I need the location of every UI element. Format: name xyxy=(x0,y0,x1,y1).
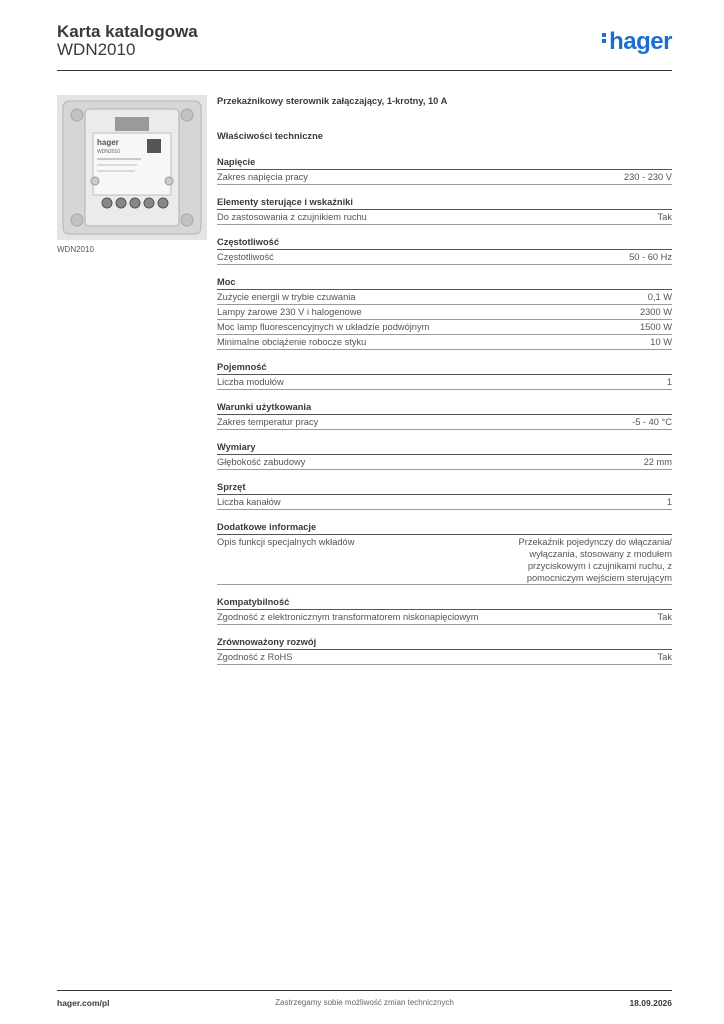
spec-section xyxy=(217,440,672,470)
section-title: Warunki użytkowania xyxy=(217,400,672,415)
spec-label: Częstotliwość xyxy=(217,252,274,262)
spec-label: Do zastosowania z czujnikiem ruchu xyxy=(217,212,367,222)
spec-value: 230 - 230 V xyxy=(623,172,672,182)
spec-label: Zakres napięcia pracy xyxy=(217,172,308,182)
spec-label: Głębokość zabudowy xyxy=(217,457,306,467)
spec-section xyxy=(217,400,672,430)
footer-divider xyxy=(57,990,672,991)
spec-value: 1 xyxy=(666,377,672,387)
spec-value: 50 - 60 Hz xyxy=(629,252,672,262)
product-description: Przekaźnikowy sterownik załączający, 1-krotny, 10 A xyxy=(217,96,448,106)
spec-label: Minimalne obciążenie robocze styku xyxy=(217,337,367,347)
spec-value: 10 W xyxy=(650,337,672,347)
product-image xyxy=(57,95,207,240)
spec-label: Zużycie energii w trybie czuwania xyxy=(217,292,356,302)
section-title: Wymiary xyxy=(217,440,672,455)
spec-value: 22 mm xyxy=(643,457,672,467)
spec-row xyxy=(217,375,672,390)
spec-section xyxy=(217,635,672,665)
spec-label: Zakres temperatur pracy xyxy=(217,417,319,427)
spec-section xyxy=(217,480,672,510)
spec-value: Tak xyxy=(657,212,672,222)
section-title: Elementy sterujące i wskaźniki xyxy=(217,195,672,210)
section-title: Napięcie xyxy=(217,155,672,170)
relay-module-icon xyxy=(57,95,207,240)
logo-text: hager xyxy=(609,28,672,55)
spec-value: -5 - 40 °C xyxy=(632,417,672,427)
spec-section xyxy=(217,360,672,390)
spec-value: 1500 W xyxy=(639,322,672,332)
spec-row xyxy=(217,415,672,430)
spec-row xyxy=(217,455,672,470)
spec-section xyxy=(217,235,672,265)
spec-section xyxy=(217,595,672,625)
properties-heading: Właściwości techniczne xyxy=(217,131,323,141)
hager-logo xyxy=(602,28,672,56)
spec-row xyxy=(217,650,672,665)
spec-value: 0,1 W xyxy=(647,292,672,302)
spec-value: Przekaźnik pojedynczy do włączania/ wyłączania, stosowany z modułem przyciskowym i czujnikami ruchu, z pomocniczym wejściem sterującym xyxy=(518,537,672,583)
spec-value: Tak xyxy=(657,652,672,662)
spec-row xyxy=(217,610,672,625)
spec-section xyxy=(217,195,672,225)
section-title: Zrównoważony rozwój xyxy=(217,635,672,650)
header-divider xyxy=(57,70,672,71)
section-title: Kompatybilność xyxy=(217,595,672,610)
section-title: Sprzęt xyxy=(217,480,672,495)
spec-row xyxy=(217,250,672,265)
spec-row xyxy=(217,290,672,305)
spec-row xyxy=(217,210,672,225)
section-title: Częstotliwość xyxy=(217,235,672,250)
spec-label: Zgodność z RoHS xyxy=(217,652,293,662)
footer-website[interactable]: hager.com/pl xyxy=(57,998,110,1008)
spec-row xyxy=(217,170,672,185)
module-brand: hager xyxy=(97,138,119,147)
spec-row xyxy=(217,335,672,350)
section-title: Pojemność xyxy=(217,360,672,375)
document-title: Karta katalogowa xyxy=(57,22,198,41)
footer-date: 18.09.2026 xyxy=(629,998,672,1008)
spec-label: Liczba modułów xyxy=(217,377,284,387)
spec-section xyxy=(217,520,672,585)
module-code: WDN2010 xyxy=(97,149,121,155)
spec-section xyxy=(217,155,672,185)
spec-content xyxy=(217,96,672,665)
spec-row xyxy=(217,535,672,585)
spec-row xyxy=(217,305,672,320)
spec-value: 2300 W xyxy=(639,307,672,317)
spec-label: Opis funkcji specjalnych wkładów xyxy=(217,537,355,547)
spec-label: Moc lamp fluorescencyjnych w układzie podwójnym xyxy=(217,322,430,332)
spec-sections xyxy=(217,155,672,665)
spec-label: Zgodność z elektronicznym transformatorem niskonapięciowym xyxy=(217,612,479,622)
spec-section xyxy=(217,275,672,350)
spec-label: Lampy żarowe 230 V i halogenowe xyxy=(217,307,362,317)
logo-dots-icon xyxy=(602,31,607,45)
page-header xyxy=(57,20,672,70)
spec-value: 1 xyxy=(666,497,672,507)
product-code: WDN2010 xyxy=(57,40,136,59)
image-caption: WDN2010 xyxy=(57,245,94,254)
spec-row xyxy=(217,495,672,510)
spec-label: Liczba kanałów xyxy=(217,497,281,507)
section-title: Dodatkowe informacje xyxy=(217,520,672,535)
spec-value: Tak xyxy=(657,612,672,622)
footer-disclaimer: Zastrzegamy sobie możliwość zmian technicznych xyxy=(275,998,454,1007)
spec-row xyxy=(217,320,672,335)
section-title: Moc xyxy=(217,275,672,290)
